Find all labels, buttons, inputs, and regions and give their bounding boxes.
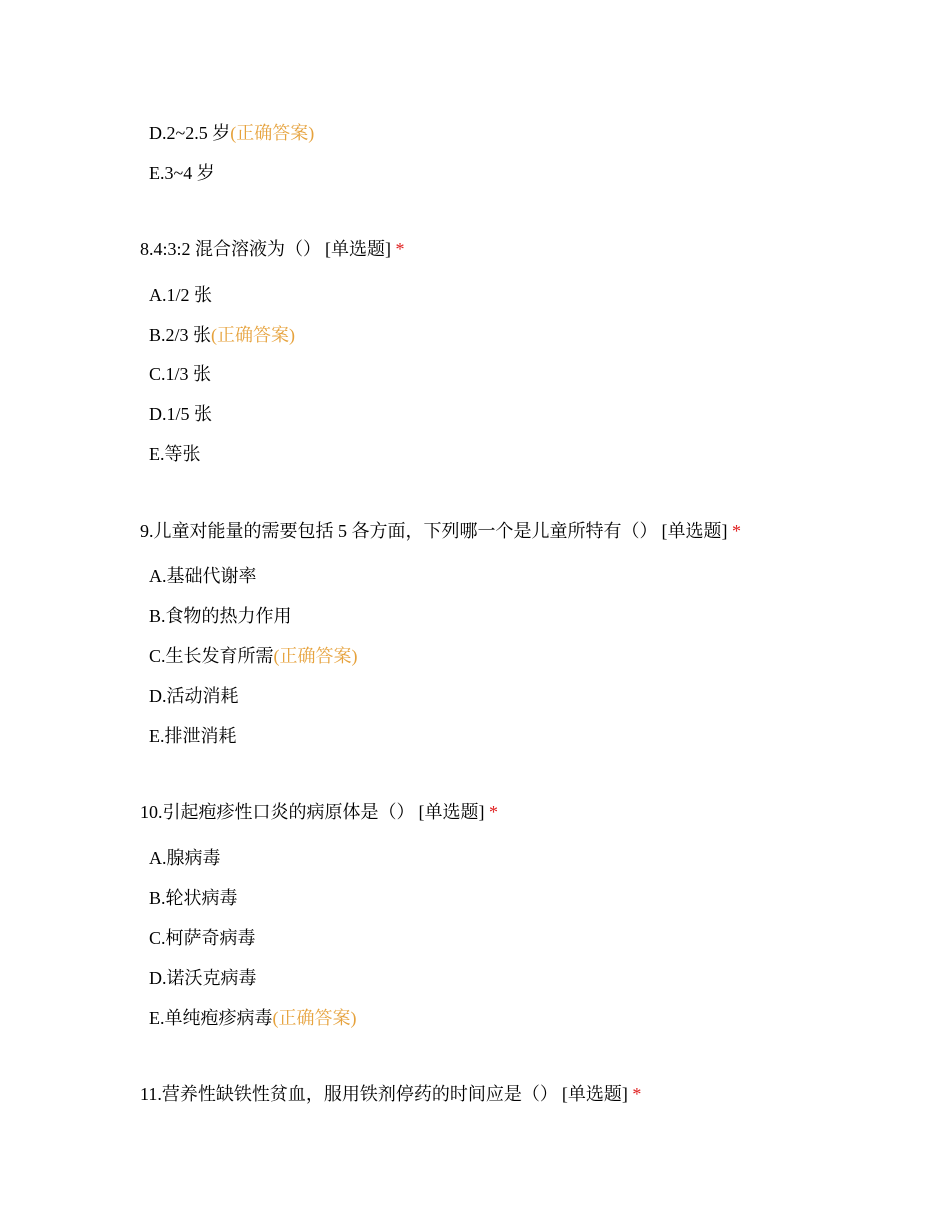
option-9-a xyxy=(149,565,257,587)
option-10-c xyxy=(149,927,256,949)
question-type: [单选题] xyxy=(325,239,392,259)
option-text: B.2/3 张 xyxy=(149,325,212,345)
option-text: D.1/5 张 xyxy=(149,404,212,424)
option-8-a xyxy=(149,284,212,306)
option-10-d xyxy=(149,967,257,989)
option-text: D.2~2.5 岁 xyxy=(149,123,231,143)
required-star: * xyxy=(489,802,498,822)
correct-answer-mark: (正确答案) xyxy=(211,325,296,345)
option-text: A.1/2 张 xyxy=(149,285,212,305)
option-7-e xyxy=(149,162,215,184)
option-10-b xyxy=(149,887,238,909)
option-9-e xyxy=(149,725,237,747)
question-text: 9.儿童对能量的需要包括 5 各方面，下列哪一个是儿童所特有（） xyxy=(140,521,658,541)
option-text: E.单纯疱疹病毒 xyxy=(149,1008,273,1028)
option-text: D.活动消耗 xyxy=(149,686,239,706)
option-10-e xyxy=(149,1007,357,1029)
required-star: * xyxy=(632,1084,642,1104)
option-9-b xyxy=(149,605,292,627)
option-text: E.3~4 岁 xyxy=(149,163,215,183)
option-text: C.1/3 张 xyxy=(149,364,212,384)
option-10-a xyxy=(149,847,221,869)
question-10 xyxy=(140,801,498,823)
required-star: * xyxy=(732,521,741,541)
question-type: [单选题] xyxy=(418,802,485,822)
option-8-b xyxy=(149,324,295,346)
option-9-d xyxy=(149,685,239,707)
option-text: D.诺沃克病毒 xyxy=(149,968,257,988)
question-11 xyxy=(140,1083,641,1105)
question-text: 10.引起疱疹性口炎的病原体是（） xyxy=(140,802,415,822)
correct-answer-mark: (正确答案) xyxy=(272,1008,357,1028)
option-text: E.排泄消耗 xyxy=(149,726,237,746)
question-9 xyxy=(140,520,741,542)
correct-answer-mark: (正确答案) xyxy=(230,123,315,143)
option-text: A.基础代谢率 xyxy=(149,566,257,586)
question-type: [单选题] xyxy=(561,1084,628,1104)
required-star: * xyxy=(395,239,405,259)
option-text: C.柯萨奇病毒 xyxy=(149,928,256,948)
question-text: 8.4:3:2 混合溶液为（） xyxy=(140,239,322,259)
option-text: C.生长发育所需 xyxy=(149,646,274,666)
question-8 xyxy=(140,238,405,260)
option-text: E.等张 xyxy=(149,444,201,464)
option-text: A.腺病毒 xyxy=(149,848,221,868)
question-type: [单选题] xyxy=(661,521,728,541)
question-text: 11.营养性缺铁性贫血，服用铁剂停药的时间应是（） xyxy=(140,1084,558,1104)
option-text: B.食物的热力作用 xyxy=(149,606,292,626)
option-text: B.轮状病毒 xyxy=(149,888,238,908)
option-9-c xyxy=(149,645,358,667)
option-8-e xyxy=(149,443,201,465)
correct-answer-mark: (正确答案) xyxy=(273,646,358,666)
option-7-d xyxy=(149,122,314,144)
option-8-c xyxy=(149,363,211,385)
option-8-d xyxy=(149,403,212,425)
